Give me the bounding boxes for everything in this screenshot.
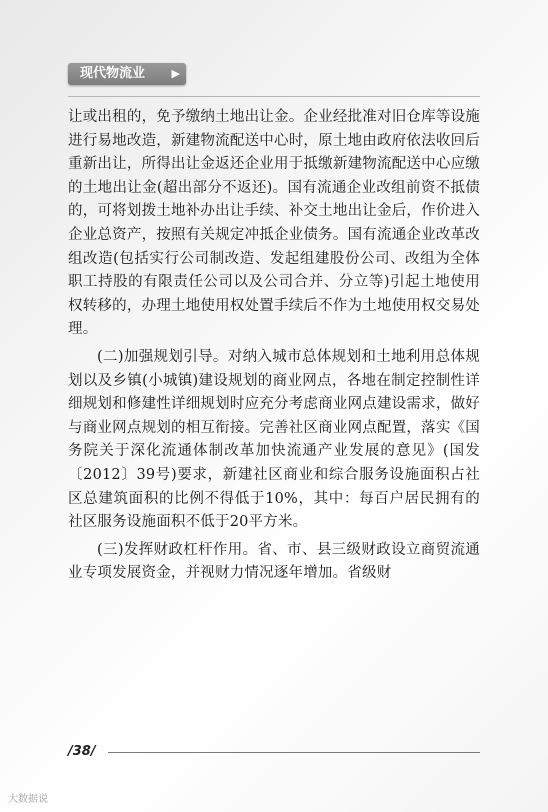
page-number: /38/ [68,744,96,759]
section-header-tab [68,63,186,85]
watermark-logo: 大数据说 [8,794,48,805]
paragraph-planning-guidance: (二)加强规划引导。对纳入城市总体规划和土地利用总体规划以及乡镇(小城镇)建设规划的商业网点，各地在制定控制性详细规划和修建性详细规划时应充分考虑商业网点建设需求，做好与商业网点规划的相互衔接。完善社区商业网点配置，落实《国务院关于深化流通体制改革加快流通产业发展的意见》(国发〔2012〕39号)要求，新建社区商业和综合服务设施面积占社区总建筑面积的比例不得低于10%，其中：每百户居民拥有的社区服务设施面积不低于20平方米。 [68,348,480,531]
paragraph-fiscal-leverage: (三)发挥财政杠杆作用。省、市、县三级财政设立商贸流通业专项发展资金，并视财力情况逐年增加。省级财 [68,541,480,582]
paragraph-continuation: 让或出租的，免予缴纳土地出让金。企业经批准对旧仓库等设施进行易地改造，新建物流配送中心时，原土地由政府依法收回后重新出让，所得出让金返还企业用于抵缴新建物流配送中心应缴的土地出让金(超出部分不返还)。国有流通企业改组前资不抵债的，可将划拨土地补办出让手续、补交土地出让金后，作价进入企业总资产，按照有关规定冲抵企业债务。国有流通企业改革改组改造(包括实行公司制改造、发起组建股份公司、改组为全体职工持股的有限责任公司以及公司合并、分立等)引起土地使用权转移的，办理土地使用权处置手续后不作为土地使用权交易处理。 [68,109,480,338]
header-divider [68,96,480,97]
play-arrow-icon: ▶ [171,67,180,80]
footer-divider [108,752,480,753]
body-text [68,106,480,586]
section-title: 现代物流业 [80,66,146,81]
